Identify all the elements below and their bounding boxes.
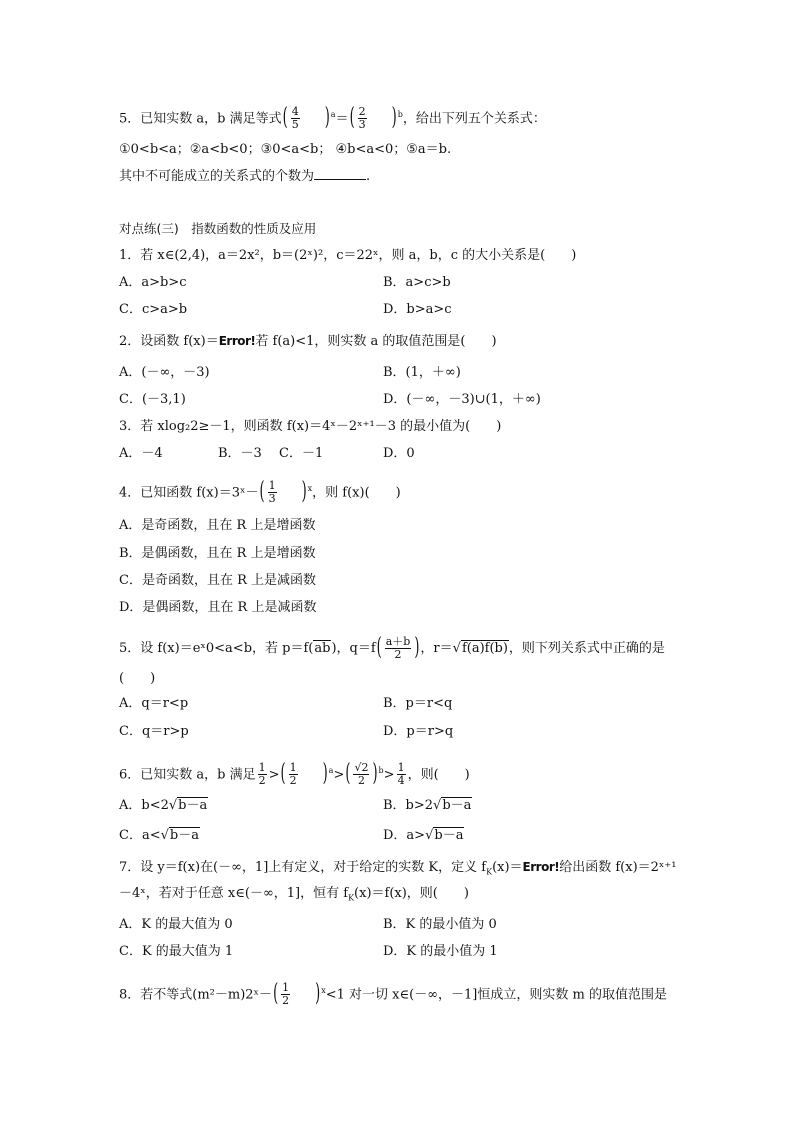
q6-option-d: D．a>√b－a — [383, 828, 464, 843]
q5a-relations: ①0<b<a；②a<b<0；③0<a<b； ④b<a<0；⑤a＝b. — [119, 142, 452, 157]
q2-option-a: A．(－∞，－3) — [119, 365, 210, 380]
q2-option-c: C．(－3,1) — [119, 392, 186, 407]
q2-stem: 2．设函数 f(x)＝Error!若 f(a)<1，则实数 a 的取值范围是( ) — [119, 334, 497, 349]
q3-stem: 3．若 xlog₂2≥－1，则函数 f(x)＝4ˣ－2ˣ⁺¹－3 的最小值为( ) — [119, 419, 502, 434]
fraction: $\frac{4}{5}$ — [291, 105, 299, 132]
fraction: $\frac{1}{2}$ — [289, 761, 297, 788]
q1-option-a: A．a>b>c — [119, 275, 187, 290]
fraction: $\frac{1}{3}$ — [268, 479, 276, 506]
error-marker: Error! — [522, 860, 560, 874]
q7-line1: 7．设 y＝f(x)在(－∞，1]上有定义，对于给定的实数 K，定义 $f_K(x)=Error$!给出函数 f(x)＝2ˣ⁺¹ — [119, 860, 677, 877]
q3-option-a: A．－4 — [119, 446, 163, 461]
q6-option-c: C．a<√b－a — [119, 828, 199, 843]
q3-option-b: B．－3 — [218, 446, 262, 461]
q7-option-d: D．K 的最小值为 1 — [383, 944, 498, 959]
q2-option-d: D．(－∞，－3)∪(1，＋∞) — [383, 392, 541, 407]
q7-option-a: A．K 的最大值为 0 — [119, 917, 233, 932]
q6-option-b: B．b>2√b－a — [383, 798, 472, 813]
fraction: $\frac{1}{4}$ — [397, 761, 405, 788]
section-title: 对点练(三) 指数函数的性质及应用 — [119, 221, 317, 236]
q5-option-a: A．q＝r<p — [119, 696, 189, 711]
fraction: $\frac{√2}{2}$ — [354, 761, 369, 788]
fraction: $\frac{2}{3}$ — [358, 105, 366, 132]
fraction: $\frac{1}{2}$ — [282, 981, 290, 1008]
q6-option-a: A．b<2√b－a — [119, 798, 208, 813]
q5a-stem: 5．已知实数 a，b 满足等式( $\frac{4}{5}$ )$^a$＝( $\frac{2}{3}$ )$^b$，给出下列五个关系式： — [119, 104, 546, 133]
q7-option-b: B．K 的最小值为 0 — [383, 917, 497, 932]
q5-answer-paren: ( ) — [119, 671, 156, 686]
fraction: $\frac{a+b}{2}$ — [385, 635, 411, 661]
q5-option-b: B．p＝r<q — [383, 696, 453, 711]
q4-stem: 4．已知函数 f(x)＝3ˣ－( $\frac{1}{3}$ )$^x$，则 f(x)( ) — [119, 478, 401, 507]
q5-option-d: D．p＝r>q — [383, 724, 454, 739]
q4-option-c: C．是奇函数，且在 R 上是减函数 — [119, 573, 316, 588]
sqrt-expression: f(a)f(b) — [461, 641, 508, 656]
q8-stem: 8．若不等式(m²－m)2ˣ－( $\frac{1}{2}$ )$^x$<1 对一切 x∈(－∞，－1]恒成立，则实数 m 的取值范围是 — [119, 980, 667, 1009]
q7-line2: －4ˣ，若对于任意 x∈(－∞，1]，恒有 $f_K(x)=f(x)$，则( ) — [119, 886, 469, 903]
q2-option-b: B．(1，＋∞) — [383, 365, 461, 380]
q3-option-c: C．－1 — [279, 446, 324, 461]
q1-option-d: D．b>a>c — [383, 302, 452, 317]
q1-stem: 1．若 x∈(2,4)，a＝2x²，b＝(2ˣ)²，c＝22ˣ，则 a，b，c 的大小关系是( ) — [119, 248, 577, 263]
q4-option-b: B．是偶函数，且在 R 上是增函数 — [119, 546, 316, 561]
q4-option-a: A．是奇函数，且在 R 上是增函数 — [119, 518, 316, 533]
q1-option-c: C．c>a>b — [119, 302, 188, 317]
q7-option-c: C．K 的最大值为 1 — [119, 944, 234, 959]
q5a-question: 其中不可能成立的关系式的个数为 . — [119, 169, 371, 184]
error-marker: Error! — [218, 334, 256, 348]
q3-option-d: D．0 — [383, 446, 415, 461]
sqrt-expression: ab — [314, 641, 331, 656]
q6-stem: 6．已知实数 a，b 满足 $\frac{1}{2}$ >( $\frac{1}{2}$ )$^a$>( $\frac{√2}{2}$ )$^b$> $\frac{1}{4}$ ，则( ) — [119, 760, 470, 789]
fraction: $\frac{1}{2}$ — [258, 761, 266, 788]
q5-stem: 5．设 f(x)＝eˣ0<a<b，若 p＝f(ab)，q＝f( $\frac{a+b}{2}$ )，r＝√f(a)f(b)，则下列关系式中正确的是 — [119, 633, 665, 663]
answer-blank — [314, 167, 366, 180]
q4-option-d: D．是偶函数，且在 R 上是减函数 — [119, 600, 317, 615]
q5-option-c: C．q＝r>p — [119, 724, 189, 739]
q1-option-b: B．a>c>b — [383, 275, 451, 290]
